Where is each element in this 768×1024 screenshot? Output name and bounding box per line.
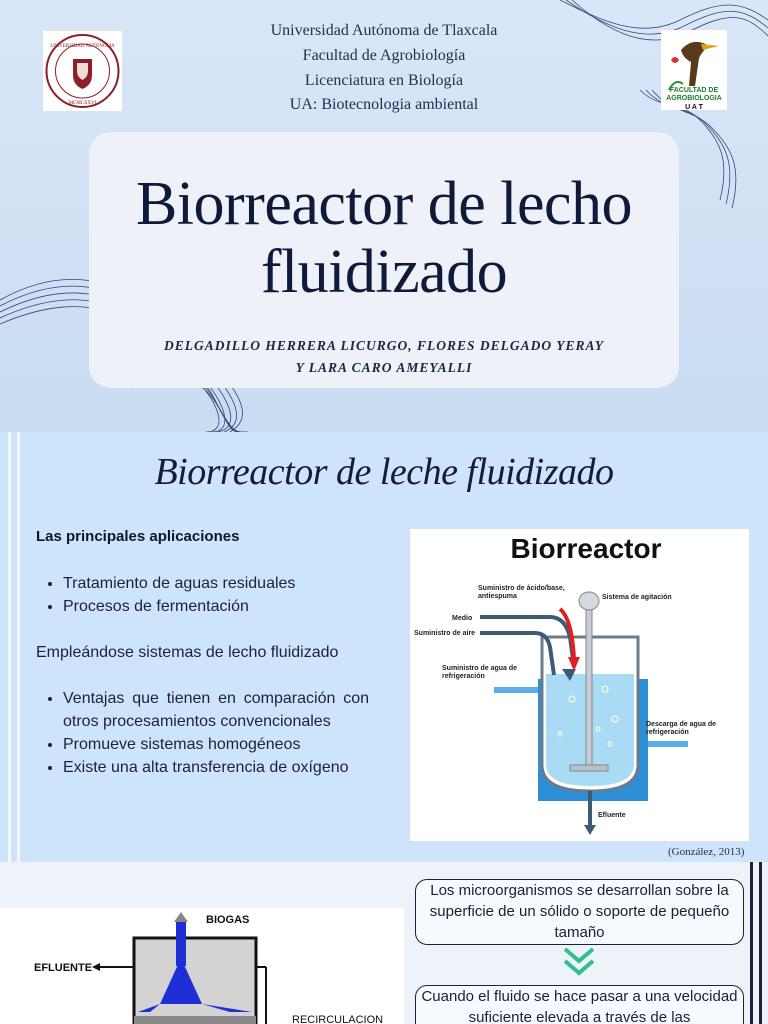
label-biogas: BIOGAS	[206, 914, 250, 926]
list-item: • Procesos de fermentación	[63, 595, 393, 618]
flow-step-1: Los microorganismos se desarrollan sobre la superficie de un sólido o soporte de pequeño tamaño	[415, 879, 744, 945]
bioreactor-illustration	[410, 529, 749, 841]
left-divider-bar	[8, 432, 11, 862]
faculty-name: Facultad de Agrobiología	[302, 47, 466, 64]
list-item: • Ventajas que tienen en comparación con otros procesamientos convencionales	[63, 687, 369, 733]
label-acid-base: Suministro de ácido/base, antiespuma	[478, 585, 565, 600]
bioreactor-diagram	[410, 529, 749, 841]
label-air: Suministro de aire	[414, 630, 476, 637]
citation: (González, 2013)	[668, 846, 745, 858]
label-cooling-in: Suministro de agua de refrigeración	[442, 665, 518, 680]
applications-section	[0, 432, 768, 862]
title-line-2: fluidizado	[260, 238, 508, 306]
seal-text-1: FACULTAD DE	[669, 87, 719, 94]
cover-header	[0, 0, 768, 432]
right-divider-bar	[759, 862, 762, 1024]
advantages-list	[45, 687, 369, 779]
course-name: UA: Biotecnologia ambiental	[289, 96, 479, 113]
flow-step-2: Cuando el fluido se hace pasar a una velocidad suficiente elevada a través de las	[415, 985, 744, 1024]
label-medium: Medio	[452, 615, 473, 622]
section-heading: Biorreactor de leche fluidizado	[154, 451, 614, 493]
applications-list	[45, 572, 393, 618]
title-line-1: Biorreactor de lecho	[135, 170, 633, 238]
list-item: • Existe una alta transferencia de oxígeno	[63, 756, 369, 779]
chevron-down-icon	[562, 946, 596, 980]
left-divider-bar	[17, 432, 20, 862]
list-item: • Tratamiento de aguas residuales	[63, 572, 393, 595]
label-effluent: Efluente	[598, 812, 626, 819]
applications-heading: Las principales aplicaciones	[36, 528, 240, 545]
authors-line-2: Y LARA CARO AMEYALLI	[295, 360, 473, 375]
authors	[129, 335, 639, 379]
seal-text-2: AGROBIOLOGIA	[666, 95, 722, 102]
title-card	[89, 132, 679, 388]
uasb-diagram	[0, 908, 404, 1024]
svg-text:UNIVERSIDAD AUTÓNOMA: UNIVERSIDAD AUTÓNOMA	[50, 44, 115, 49]
mechanism-section	[0, 862, 768, 1024]
label-uasb-effluent: EFLUENTE	[34, 962, 93, 974]
label-agitation: Sistema de agitación	[602, 594, 672, 601]
intro-paragraph: Empleándose sistemas de lecho fluidizado	[36, 644, 339, 661]
label-recirculation: RECIRCULACION	[292, 1014, 384, 1024]
right-divider-bar	[750, 862, 753, 1024]
svg-text:MCMLXXVI: MCMLXXVI	[68, 101, 97, 106]
authors-line-1: DELGADILLO HERRERA LICURGO, FLORES DELGADO YERAY	[163, 338, 605, 353]
seal-text-3: U A T	[685, 104, 703, 110]
document-title	[89, 170, 679, 306]
diagram-title: Biorreactor	[510, 533, 662, 564]
degree-name: Licenciatura en Biología	[304, 72, 464, 89]
university-name: Universidad Autónoma de Tlaxcala	[270, 22, 498, 39]
label-cooling-out: Descarga de agua de refrigeración	[646, 721, 717, 736]
list-item: • Promueve sistemas homogéneos	[63, 733, 369, 756]
